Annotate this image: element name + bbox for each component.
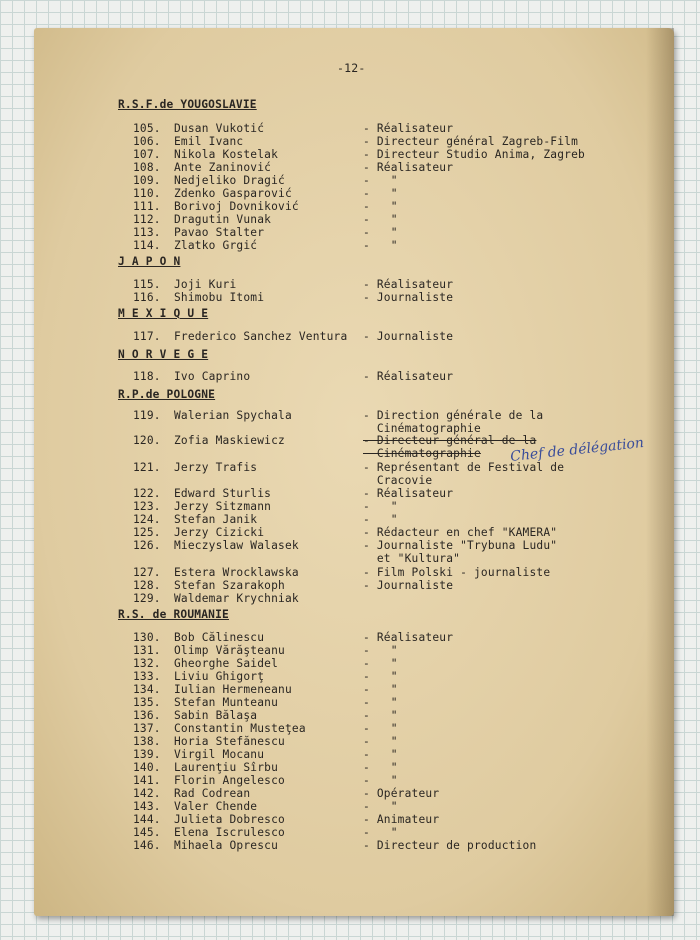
entry-num: 145. — [133, 826, 161, 839]
entry-name: Dusan Vukotić — [174, 122, 265, 135]
entry-name: Stefan Munteanu — [174, 696, 279, 709]
entry-role: - Réalisateur — [363, 370, 454, 383]
entry-num: 139. — [133, 748, 161, 761]
entry-num: 106. — [133, 135, 161, 148]
section-heading: J A P O N — [118, 255, 181, 268]
entry-role: - " — [363, 735, 398, 748]
entry-num: 132. — [133, 657, 161, 670]
entry-role: - Journaliste — [363, 291, 454, 304]
entry-num: 141. — [133, 774, 161, 787]
entry-role: - Réalisateur — [363, 487, 454, 500]
entry-num: 134. — [133, 683, 161, 696]
entry-name: Jerzy Sitzmann — [174, 500, 272, 513]
entry-num: 144. — [133, 813, 161, 826]
entry-name: Horia Stefănescu — [174, 735, 285, 748]
entry-num: 105. — [133, 122, 161, 135]
section-heading: R.S.F.de YOUGOSLAVIE — [118, 98, 257, 111]
page-number: -12- — [337, 61, 366, 75]
entry-role: - Journaliste "Trybuna Ludu" — [363, 539, 558, 552]
section-heading: R.P.de POLOGNE — [118, 388, 216, 401]
entry-name: Mihaela Oprescu — [174, 839, 279, 852]
entry-name: Joji Kuri — [174, 278, 237, 291]
entry-num: 138. — [133, 735, 161, 748]
entry-role2: Cinématographie — [363, 447, 481, 460]
entry-name: Emil Ivanc — [174, 135, 244, 148]
entry-role: - Directeur de production — [363, 839, 537, 852]
entry-role2: Cinématographie — [363, 422, 481, 435]
entry-num: 129. — [133, 592, 161, 605]
entry-role: - Directeur général de la — [363, 434, 537, 447]
entry-num: 116. — [133, 291, 161, 304]
entry-role: - Directeur général Zagreb-Film — [363, 135, 578, 148]
entry-name: Florin Angelesco — [174, 774, 285, 787]
entry-name: Zofia Maskiewicz — [174, 434, 285, 447]
entry-role: - Rédacteur en chef "KAMERA" — [363, 526, 558, 539]
entry-num: 133. — [133, 670, 161, 683]
entry-name: Borivoj Dovniković — [174, 200, 299, 213]
entry-num: 111. — [133, 200, 161, 213]
entry-name: Edward Sturlis — [174, 487, 272, 500]
entry-name: Ante Zaninović — [174, 161, 272, 174]
entry-role: - " — [363, 696, 398, 709]
entry-name: Stefan Janik — [174, 513, 258, 526]
entry-name: Julieta Dobresco — [174, 813, 285, 826]
entry-num: 130. — [133, 631, 161, 644]
entry-role: - " — [363, 722, 398, 735]
section-heading: N O R V E G E — [118, 348, 209, 361]
entry-name: Stefan Szarakoph — [174, 579, 285, 592]
handwritten-note: Chef de délégation — [509, 435, 645, 465]
entry-role: - " — [363, 761, 398, 774]
entry-role: - Film Polski - journaliste — [363, 566, 551, 579]
entry-role: - " — [363, 200, 398, 213]
entry-role: - " — [363, 213, 398, 226]
entry-num: 122. — [133, 487, 161, 500]
document-page — [34, 28, 674, 916]
entry-num: 146. — [133, 839, 161, 852]
entry-name: Zlatko Grgić — [174, 239, 258, 252]
entry-num: 121. — [133, 461, 161, 474]
entry-name: Olimp Vărăşteanu — [174, 644, 285, 657]
entry-name: Waldemar Krychniak — [174, 592, 299, 605]
entry-role: - " — [363, 226, 398, 239]
entry-role: - Opérateur — [363, 787, 440, 800]
entry-num: 107. — [133, 148, 161, 161]
entry-role2: et "Kultura" — [363, 552, 461, 565]
entry-num: 119. — [133, 409, 161, 422]
entry-num: 112. — [133, 213, 161, 226]
entry-name: Valer Chende — [174, 800, 258, 813]
entry-name: Estera Wrocklawska — [174, 566, 299, 579]
entry-name: Gheorghe Saidel — [174, 657, 279, 670]
entry-num: 137. — [133, 722, 161, 735]
entry-num: 113. — [133, 226, 161, 239]
entry-name: Ivo Caprino — [174, 370, 251, 383]
entry-role: - Journaliste — [363, 579, 454, 592]
section-heading: M E X I Q U E — [118, 307, 209, 320]
entry-num: 110. — [133, 187, 161, 200]
entry-num: 135. — [133, 696, 161, 709]
entry-role: - " — [363, 239, 398, 252]
entry-name: Elena Iscrulesco — [174, 826, 285, 839]
entry-role: - Direction générale de la — [363, 409, 544, 422]
entry-role: - " — [363, 500, 398, 513]
entry-role: - Réalisateur — [363, 161, 454, 174]
entry-num: 114. — [133, 239, 161, 252]
entry-name: Laurenţiu Sîrbu — [174, 761, 279, 774]
entry-num: 108. — [133, 161, 161, 174]
entry-name: Bob Călinescu — [174, 631, 265, 644]
entry-num: 123. — [133, 500, 161, 513]
entry-role: - " — [363, 683, 398, 696]
entry-role: - " — [363, 187, 398, 200]
entry-name: Virgil Mocanu — [174, 748, 265, 761]
entry-num: 142. — [133, 787, 161, 800]
entry-name: Pavao Stalter — [174, 226, 265, 239]
entry-name: Frederico Sanchez Ventura — [174, 330, 348, 343]
entry-name: Mieczyslaw Walasek — [174, 539, 299, 552]
entry-name: Jerzy Cizicki — [174, 526, 265, 539]
entry-name: Nikola Kostelak — [174, 148, 279, 161]
entry-role: - Représentant de Festival de — [363, 461, 565, 474]
entry-role: - " — [363, 826, 398, 839]
entry-num: 109. — [133, 174, 161, 187]
entry-num: 143. — [133, 800, 161, 813]
entry-role: - Réalisateur — [363, 631, 454, 644]
entry-name: Jerzy Trafis — [174, 461, 258, 474]
entry-num: 125. — [133, 526, 161, 539]
entry-num: 136. — [133, 709, 161, 722]
entry-role: - " — [363, 657, 398, 670]
entry-name: Constantin Musteţea — [174, 722, 306, 735]
entry-num: 117. — [133, 330, 161, 343]
entry-role: - Animateur — [363, 813, 440, 826]
entry-role: - Réalisateur — [363, 278, 454, 291]
entry-num: 140. — [133, 761, 161, 774]
section-heading: R.S. de ROUMANIE — [118, 608, 229, 621]
entry-role: - " — [363, 174, 398, 187]
entry-name: Shimobu Itomi — [174, 291, 265, 304]
entry-role: - " — [363, 774, 398, 787]
entry-role: - " — [363, 670, 398, 683]
entry-num: 115. — [133, 278, 161, 291]
entry-num: 120. — [133, 434, 161, 447]
entry-role: - " — [363, 748, 398, 761]
entry-name: Rad Codrean — [174, 787, 251, 800]
entry-role: - Journaliste — [363, 330, 454, 343]
entry-role: - Directeur Studio Anima, Zagreb — [363, 148, 585, 161]
entry-role2: Cracovie — [363, 474, 433, 487]
entry-name: Iulian Hermeneanu — [174, 683, 292, 696]
entry-role: - Réalisateur — [363, 122, 454, 135]
entry-num: 128. — [133, 579, 161, 592]
entry-num: 124. — [133, 513, 161, 526]
entry-role: - " — [363, 644, 398, 657]
entry-num: 131. — [133, 644, 161, 657]
entry-role: - " — [363, 709, 398, 722]
entry-name: Sabin Bălaşa — [174, 709, 258, 722]
entry-name: Walerian Spychala — [174, 409, 292, 422]
entry-role: - " — [363, 800, 398, 813]
entry-name: Zdenko Gasparović — [174, 187, 292, 200]
entry-name: Nedjeliko Dragić — [174, 174, 285, 187]
entry-name: Liviu Ghigorţ — [174, 670, 265, 683]
entry-num: 127. — [133, 566, 161, 579]
page-edge-shadow — [646, 28, 674, 916]
entry-name: Dragutin Vunak — [174, 213, 272, 226]
entry-role: - " — [363, 513, 398, 526]
entry-num: 118. — [133, 370, 161, 383]
entry-num: 126. — [133, 539, 161, 552]
